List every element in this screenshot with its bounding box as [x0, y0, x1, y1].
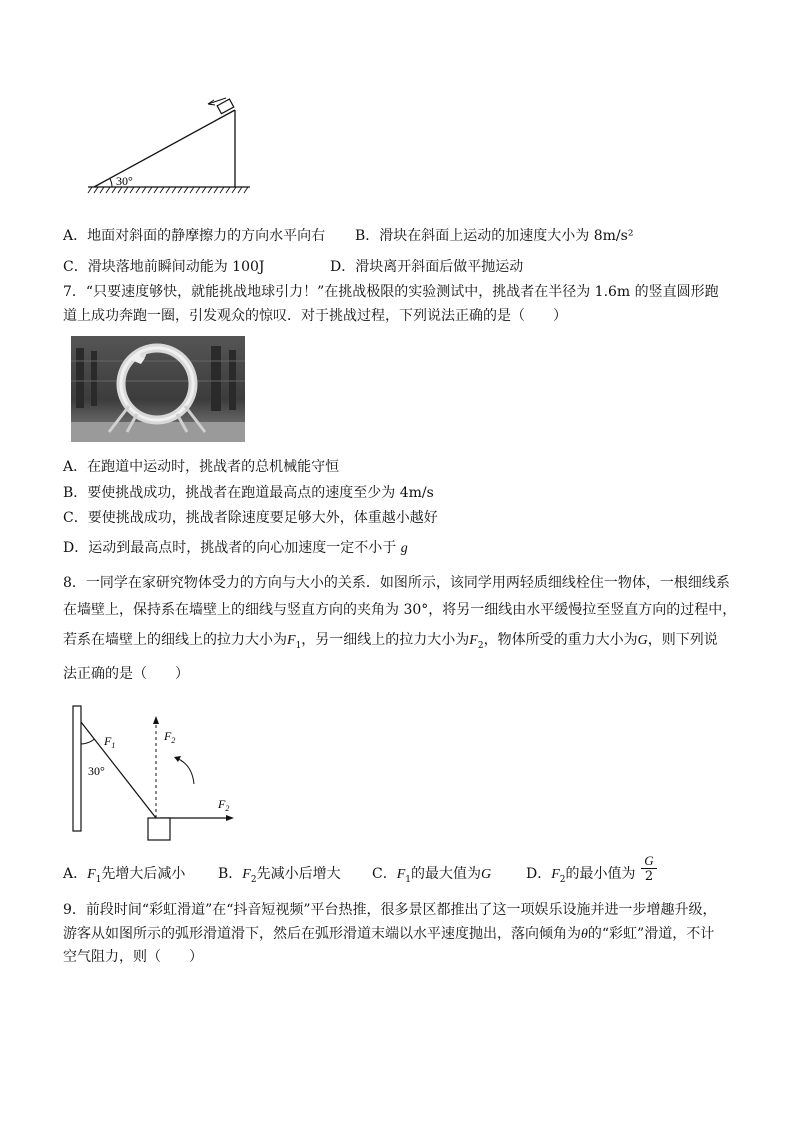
q8-option-c[interactable]: C．$F_1$的最大值为G — [372, 866, 492, 885]
q7-option-d[interactable] — [63, 539, 408, 558]
q9-stem-line1: 9．前段时间“彩虹滑道”在“抖音短视频”平台热推，很多景区都推出了这一项娱乐设施并进一步增趣升级， — [63, 902, 717, 918]
f2-vertical-label: $F_2$ — [164, 729, 176, 745]
q8-option-a[interactable]: A．$F_1$先增大后减小 — [63, 866, 186, 885]
theta-symbol: θ — [581, 927, 588, 942]
q7-option-b[interactable]: B．要使挑战成功，挑战者在跑道最高点的速度至少为 4m/s — [63, 485, 434, 501]
loop-track-photo — [71, 336, 245, 442]
fraction-denominator: 2 — [644, 869, 654, 884]
q7-stem-line1: 7．“只要速度够快，就能挑战地球引力！”在挑战极限的实验测试中，挑战者在半径为 1.6m 的竖直圆形跑 — [63, 284, 719, 300]
q6-option-a[interactable]: A．地面对斜面的静摩擦力的方向水平向右 — [63, 228, 326, 244]
fraction-numerator: G — [641, 853, 657, 869]
q7-option-d-text: D．运动到最高点时，挑战者的向心加速度一定不小于 — [63, 540, 397, 556]
wall-angle-label: 30° — [88, 764, 105, 778]
q6-option-b[interactable]: B．滑块在斜面上运动的加速度大小为 8m/s² — [355, 228, 634, 244]
q7-option-c[interactable]: C．要使挑战成功，挑战者除速度要足够大外，体重越小越好 — [63, 510, 438, 526]
q7-option-a[interactable]: A．在跑道中运动时，挑战者的总机械能守恒 — [63, 459, 340, 475]
q9-stem-line2: 游客从如图所示的弧形滑道滑下，然后在弧形滑道末端以水平速度抛出，落向倾角为θ的“彩虹”滑道，不计 — [63, 926, 715, 942]
f1-label: $F_1$ — [104, 734, 116, 750]
q8-stem-line1: 8．一同学在家研究物体受力的方向与大小的关系．如图所示，该同学用两轻质细线栓住一物体，一根细线系 — [63, 575, 730, 591]
q8-stem-line2: 在墙壁上，保持系在墙壁上的细线与竖直方向的夹角为 30°，将另一细线由水平缓慢拉至竖直方向的过程中， — [63, 602, 737, 618]
q7-stem-line2: 道上成功奔跑一圈，引发观众的惊叹．对于挑战过程，下列说法正确的是（ ） — [63, 308, 567, 324]
incline-figure — [80, 92, 255, 197]
gravity-symbol: g — [400, 541, 408, 556]
fraction-g-over-2 — [641, 853, 657, 884]
q6-option-d[interactable]: D．滑块离开斜面后做平抛运动 — [330, 259, 524, 275]
q8-option-b[interactable]: B．$F_2$先减小后增大 — [218, 866, 341, 885]
q8-stem-line3: 若系在墙壁上的细线上的拉力大小为$F_1$，另一细线上的拉力大小为$F_2$，物体所受的重力大小为G，则下列说 — [63, 632, 718, 651]
q9-stem-line3: 空气阻力，则（ ） — [63, 949, 203, 965]
q6-option-c[interactable]: C．滑块落地前瞬间动能为 100J — [63, 259, 265, 275]
q8-option-d[interactable]: D．$F_2$的最小值为 — [526, 866, 636, 885]
incline-angle-label: 30° — [116, 174, 133, 188]
force-figure — [68, 700, 243, 845]
q8-stem-line4: 法正确的是（ ） — [63, 666, 189, 682]
f2-horizontal-label: $F_2$ — [218, 797, 230, 813]
